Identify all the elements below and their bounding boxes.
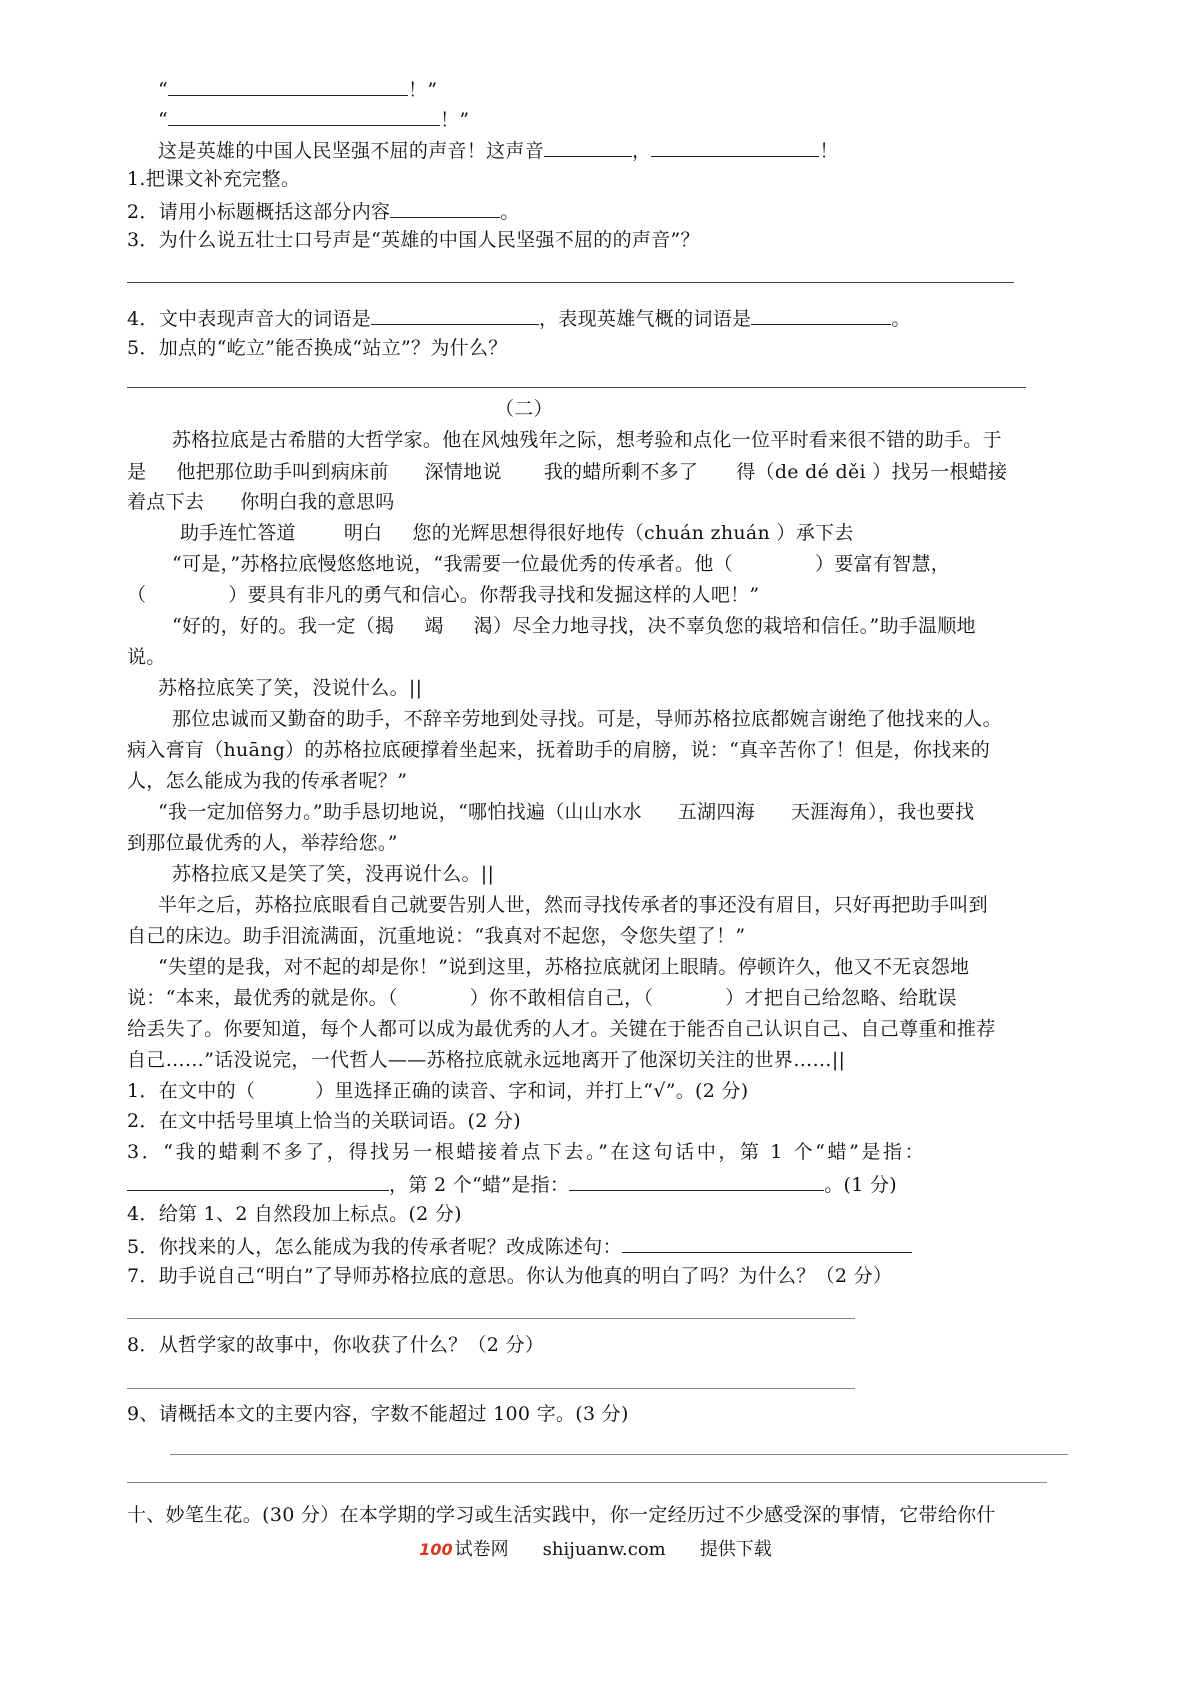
answer-line[interactable] [127, 1388, 855, 1389]
passage-line [172, 552, 1112, 576]
passage-line: 人，怎么能成为我的传承者呢？” [127, 770, 408, 792]
passage-line [158, 800, 1098, 824]
comma: ， [632, 140, 652, 162]
passage-line: 自己……”话没说完，一代哲人——苏格拉底就永远地离开了他深切关注的世界……|| [127, 1049, 846, 1071]
text: 助手连忙答道 [180, 522, 296, 544]
passage-line [127, 490, 1067, 514]
blank[interactable] [751, 305, 891, 325]
passage-line: 苏格拉底又是笑了笑，没再说什么。|| [172, 863, 495, 885]
site-domain[interactable]: shijuanw.com [542, 1539, 666, 1560]
text: 您的光辉思想得很好地传（chuán zhuán ）承下去 [412, 522, 854, 544]
question-3: 3．“我的蜡剩不多了，得找另一根蜡接着点下去。”在这句话中，第 1 个“蜡”是指： [127, 1141, 927, 1163]
question-text: 2．请用小标题概括这部分内容 [127, 201, 391, 223]
text: 着点下去 [127, 491, 205, 513]
passage-line: 病入膏肓（huāng）的苏格拉底硬撑着坐起来，抚着助手的肩膀，说：“真辛苦你了！但是，你找来的 [127, 739, 991, 761]
text: 是 [127, 461, 147, 483]
text: 渴）尽全力地寻找，决不辜负您的栽培和信任。”助手温顺地 [473, 615, 976, 637]
text: ）要具有非凡的勇气和信心。你帮我寻找和发掘这样的人吧！” [228, 584, 760, 606]
text: 我的蜡所剩不多了 [543, 461, 699, 483]
question-4: 4．给第 1、2 自然段加上标点。(2 分) [127, 1203, 462, 1225]
text: 1．在文中的（ [127, 1080, 256, 1102]
question-3-answer [127, 1171, 1067, 1197]
exclaim: ！ [819, 140, 839, 162]
answer-line[interactable] [127, 1482, 1047, 1483]
passage-line: “失望的是我，对不起的却是你！”说到这里，苏格拉底就闭上眼睛。停顿许久，他又不无哀怨地 [158, 956, 970, 978]
text: 5．你找来的人，怎么能成为我的传承者呢？改成陈述句： [127, 1236, 622, 1258]
question-end: 。 [500, 201, 520, 223]
quote-line-2 [158, 106, 1098, 132]
text: 天涯海角），我也要找 [790, 801, 975, 823]
text: ）里选择正确的读音、字和词，并打上“√”。(2 分) [315, 1080, 749, 1102]
question-2: 2．在文中括号里填上恰当的关联词语。(2 分) [127, 1110, 521, 1132]
question-1: 1.把课文补充完整。 [127, 168, 301, 190]
text: 。(1 分) [824, 1174, 897, 1196]
text: 你明白我的意思吗 [240, 491, 395, 513]
question-4 [127, 305, 1067, 331]
section-title: （二） [495, 398, 553, 420]
open-quote: “ [158, 109, 169, 131]
question-8: 8．从哲学家的故事中，你收获了什么？（2 分） [127, 1334, 545, 1356]
text: （ [127, 584, 147, 606]
question-text: 4．文中表现声音大的词语是 [127, 308, 371, 330]
passage-line [127, 986, 1067, 1010]
text: 明白 [343, 522, 383, 544]
answer-line[interactable] [170, 1454, 1068, 1455]
passage-line [180, 521, 1120, 545]
text: 五湖四海 [677, 801, 755, 823]
blank[interactable] [651, 137, 819, 157]
passage-line: 说。 [127, 646, 166, 668]
answer-line[interactable] [127, 282, 1014, 283]
quote-line-1 [158, 76, 1098, 102]
text: 他把那位助手叫到病床前 [176, 461, 389, 483]
blank[interactable] [569, 1171, 824, 1191]
blank[interactable] [544, 137, 632, 157]
question-end: 。 [891, 308, 911, 330]
text: ）才把自己给忽略、给耽误 [725, 987, 957, 1009]
blank[interactable] [168, 76, 408, 96]
site-logo: 100 [419, 1540, 453, 1559]
passage-line: 那位忠诚而又勤奋的助手，不辞辛劳地到处寻找。可是，导师苏格拉底都婉言谢绝了他找来的人。 [172, 708, 1002, 730]
text: ）要富有智慧， [814, 553, 951, 575]
section-10-prompt: 十、妙笔生花。(30 分）在本学期的学习或生活实践中，你一定经历过不少感受深的事情，它带给你什 [127, 1504, 996, 1526]
footer [0, 1538, 1191, 1562]
text: “好的，好的。我一定（揭 [172, 615, 395, 637]
text: 深情地说 [424, 461, 502, 483]
text: 得（de dé děi ）找另一根蜡接 [736, 461, 1008, 483]
passage-line [127, 583, 1067, 607]
blank[interactable] [127, 1171, 389, 1191]
voice-text: 这是英雄的中国人民坚强不屈的声音！这声音 [158, 140, 545, 162]
passage-line: 到那位最优秀的人，举荐给您。” [127, 832, 398, 854]
passage-line: 苏格拉底笑了笑，没说什么。|| [158, 677, 423, 699]
text: ）你不敢相信自己，（ [469, 987, 654, 1009]
question-2 [127, 198, 1067, 224]
question-7: 7．助手说自己“明白”了导师苏格拉底的意思。你认为他真的明白了吗？为什么？（2 分） [127, 1265, 893, 1287]
passage-line: 给丢失了。你要知道，每个人都可以成为最优秀的人才。关键在于能否自己认识自己、自己尊重和推荐 [127, 1018, 996, 1040]
open-quote: “ [158, 79, 169, 101]
close-quote: ！” [408, 79, 438, 101]
text: ，第 2 个“蜡”是指： [389, 1174, 570, 1196]
text: 竭 [424, 615, 444, 637]
passage-line: 苏格拉底是古希腊的大哲学家。他在风烛残年之际，想考验和点化一位平时看来很不错的助手。于 [172, 429, 1002, 451]
question-text: ，表现英雄气概的词语是 [539, 308, 752, 330]
question-9: 9、请概括本文的主要内容，字数不能超过 100 字。(3 分) [127, 1403, 629, 1425]
site-name: 试卷网 [454, 1539, 509, 1560]
download-note: 提供下载 [699, 1539, 772, 1560]
text: 说：“本来，最优秀的就是你。（ [127, 987, 398, 1009]
blank[interactable] [622, 1233, 912, 1253]
answer-line[interactable] [127, 387, 1026, 388]
question-5 [127, 1233, 1067, 1259]
text: “可是，”苏格拉底慢悠悠地说，“我需要一位最优秀的传承者。他（ [172, 553, 733, 575]
question-5: 5．加点的“屹立”能否换成“站立”？为什么？ [127, 337, 508, 359]
passage-line [127, 460, 1067, 484]
passage-line [172, 614, 1112, 638]
voice-line [158, 137, 1098, 163]
question-3: 3．为什么说五壮士口号声是“英雄的中国人民坚强不屈的的声音”？ [127, 229, 700, 251]
close-quote: ！” [440, 109, 470, 131]
text: “我一定加倍努力。”助手恳切地说，“哪怕找遍（山山水水 [158, 801, 642, 823]
question-1 [127, 1079, 1067, 1103]
passage-line: 自己的床边。助手泪流满面，沉重地说：“我真对不起您，令您失望了！” [127, 925, 746, 947]
passage-line: 半年之后，苏格拉底眼看自己就要告别人世，然而寻找传承者的事还没有眉目，只好再把助手叫到 [158, 894, 988, 916]
blank[interactable] [390, 198, 500, 218]
answer-line[interactable] [127, 1318, 855, 1319]
blank[interactable] [168, 106, 440, 126]
blank[interactable] [371, 305, 539, 325]
